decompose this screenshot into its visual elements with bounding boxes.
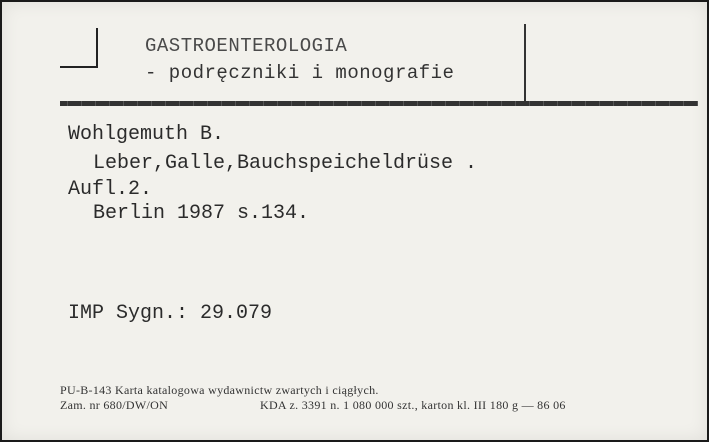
corner-mark-horizontal [60,66,98,68]
footer-form-line: PU-B-143 Karta katalogowa wydawnictw zwartych i ciągłych. [60,383,379,397]
footer-print-line [60,398,566,413]
catalog-card [2,2,707,440]
footer-print-info: KDA z. 3391 n. 1 080 000 szt., karton kl. III 180 g — 86 06 [260,398,566,412]
entry-imprint: Berlin 1987 s.134. [93,202,310,225]
entry-author: Wohlgemuth B. [68,123,225,146]
subject-subheading: - podręczniki i monografie [145,62,455,84]
corner-mark-vertical [96,28,98,68]
entry-title: Leber,Galle,Bauchspeicheldrüse . [93,152,478,175]
horizontal-rule [60,101,698,106]
heading-divider [524,24,526,102]
entry-edition: Aufl.2. [68,178,153,201]
footer-order-number: Zam. nr 680/DW/ON [60,398,169,412]
subject-heading: GASTROENTEROLOGIA [145,35,348,57]
shelf-signature: IMP Sygn.: 29.079 [68,302,273,325]
